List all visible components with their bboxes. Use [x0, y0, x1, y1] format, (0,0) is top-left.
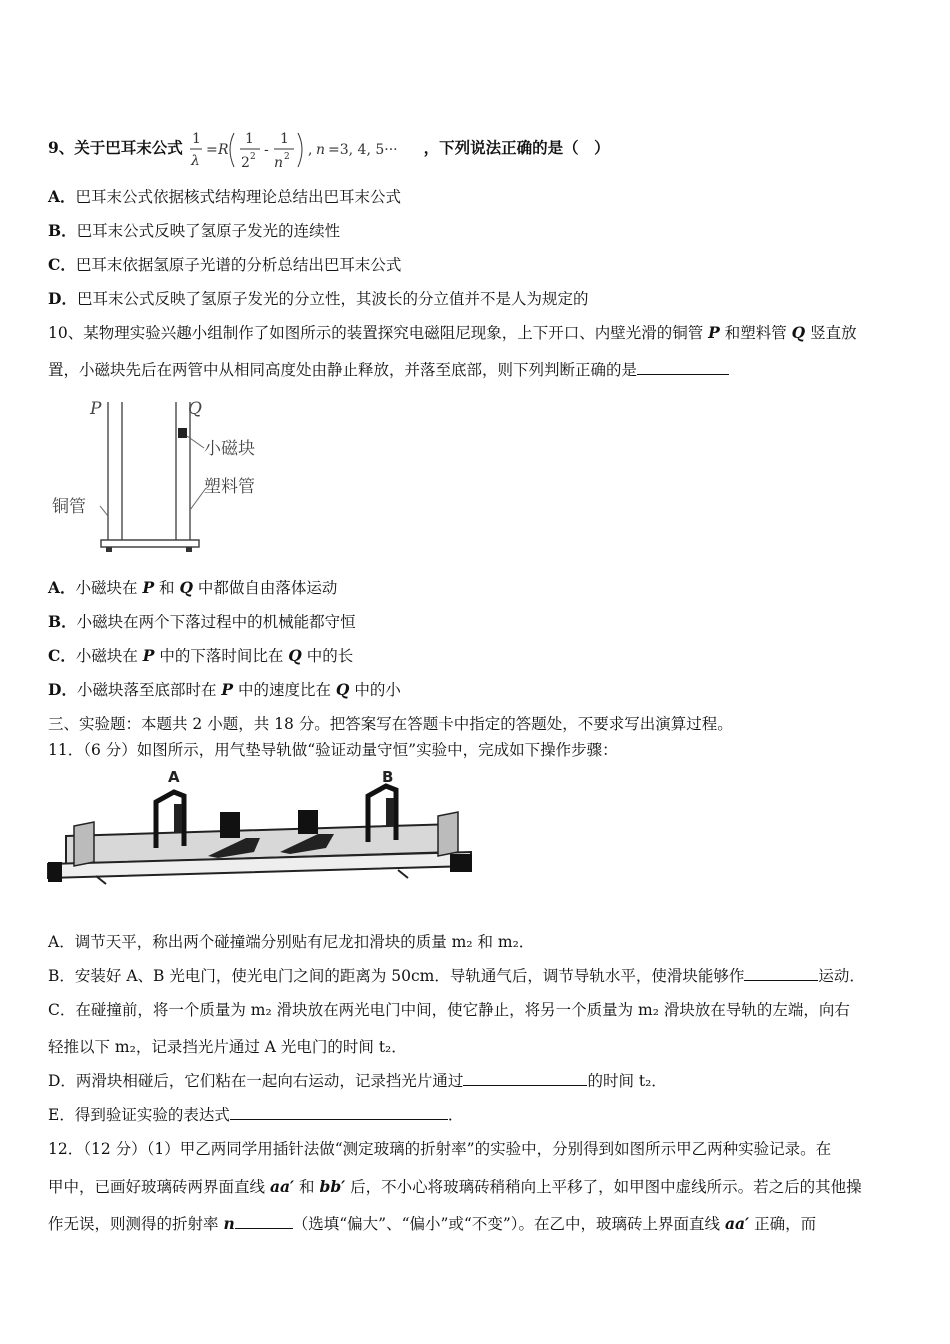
- q9-option-a: A．巴耳末公式依据核式结构理论总结出巴耳末公式: [48, 187, 402, 206]
- q11-step-d: D．两滑块相碰后，它们粘在一起向右运动，记录挡光片通过 的时间 t₂．: [48, 1072, 667, 1090]
- label-P: P: [90, 399, 102, 419]
- q10-option-a: A．小磁块在 P 和 Q 中都做自由落体运动: [48, 578, 338, 597]
- svg-text:1: 1: [245, 131, 255, 147]
- q11-stem: 11．（6 分）如图所示，用气垫导轨做“验证动量守恒”实验中，完成如下操作步骤：: [48, 741, 618, 759]
- q11-air-track-figure: [46, 766, 476, 891]
- q11-step-c-line2: 轻推以下 m₂，记录挡光片通过 A 光电门的时间 t₂．: [48, 1038, 407, 1056]
- q11-step-b: B．安装好 A、B 光电门，使光电门之间的距离为 50cm．导轨通气后，调节导轨水平，使滑块能够作 运动．: [48, 967, 865, 985]
- q10-option-c: C．小磁块在 P 中的下落时间比在 Q 中的长: [48, 646, 354, 665]
- svg-text:2: 2: [284, 152, 290, 162]
- q11-step-a: A．调节天平，称出两个碰撞端分别贴有尼龙扣滑块的质量 m₂ 和 m₂．: [48, 933, 535, 951]
- base-plate: [101, 540, 199, 547]
- q10-option-d: D．小磁块落至底部时在 P 中的速度比在 Q 中的小: [48, 680, 401, 699]
- svg-text:=3, 4, 5···: =3, 4, 5···: [328, 142, 398, 158]
- balmer-formula: [188, 125, 418, 173]
- q10-figure: [46, 392, 276, 557]
- section-three-heading: 三、实验题：本题共 2 小题，共 18 分。把答案写在答题卡中指定的答题处，不要求写出演算过程。: [48, 715, 733, 733]
- q11-blank-d: [463, 1070, 587, 1086]
- q11-step-e: E．得到验证实验的表达式 ．: [48, 1106, 464, 1124]
- svg-text:1: 1: [280, 131, 290, 147]
- q11-step-c-line1: C．在碰撞前，将一个质量为 m₂ 滑块放在两光电门中间，使它静止，将另一个质量为 m₂ 滑块放在导轨的左端，向右: [48, 1001, 850, 1019]
- q9-option-b: B．巴耳末公式反映了氢原子发光的连续性: [48, 221, 341, 240]
- q10-option-b: B．小磁块在两个下落过程中的机械能都守恒: [48, 612, 356, 631]
- q9-option-c: C．巴耳末依据氢原子光谱的分析总结出巴耳末公式: [48, 255, 402, 274]
- q11-blank-e: [230, 1104, 448, 1120]
- svg-text:1: 1: [192, 131, 202, 147]
- svg-text:,: ,: [308, 142, 313, 158]
- svg-text:2: 2: [241, 155, 251, 171]
- q12-line2: 甲中，已画好玻璃砖两界面直线 aa′ 和 bb′ 后，不小心将玻璃砖稍稍向上平移了，如甲图中虚线所示。若之后的其他操: [48, 1177, 862, 1196]
- svg-text:λ: λ: [191, 153, 201, 169]
- q10-answer-blank: [637, 359, 729, 375]
- svg-text:-: -: [264, 142, 269, 158]
- label-copper: 铜管: [52, 497, 86, 517]
- svg-text:2: 2: [250, 152, 256, 162]
- q9-suffix: ，下列说法正确的是（ ）: [423, 138, 610, 157]
- svg-text:n: n: [316, 142, 326, 158]
- label-gate-B: B: [382, 768, 394, 786]
- q11-blank-b: [744, 965, 818, 981]
- svg-text:n: n: [274, 155, 284, 171]
- q10-stem-line2: 置，小磁块先后在两管中从相同高度处由静止释放，并落至底部，则下列判断正确的是: [48, 359, 729, 381]
- q10-stem-line1: 10、某物理实验兴趣小组制作了如图所示的装置探究电磁阻尼现象，上下开口、内壁光滑的铜管 P 和塑料管 Q 竖直放: [48, 323, 857, 342]
- q12-blank-n: [235, 1213, 293, 1229]
- label-plastic: 塑料管: [204, 477, 255, 497]
- q9-prefix: 9、关于巴耳末公式: [48, 138, 183, 157]
- balmer-formula-graphic: [188, 125, 418, 173]
- small-magnet: [178, 428, 187, 438]
- label-gate-A: A: [168, 768, 180, 786]
- svg-text:R: R: [218, 142, 229, 158]
- label-Q: Q: [188, 399, 202, 419]
- q9-option-d: D．巴耳末公式反映了氢原子发光的分立性，其波长的分立值并不是人为规定的: [48, 289, 589, 308]
- label-magnet: 小磁块: [204, 439, 255, 459]
- q12-line1: 12．（12 分）（1）甲乙两同学用插针法做“测定玻璃的折射率”的实验中，分别得到如图所示甲乙两种实验记录。在: [48, 1140, 832, 1158]
- q12-line3: 作无误，则测得的折射率 n （选填“偏大”、“偏小”或“不变”）。在乙中，玻璃砖上界面直线 aa′ 正确，而: [48, 1214, 817, 1233]
- svg-text:=: =: [206, 142, 218, 158]
- q9-stem: [48, 125, 610, 173]
